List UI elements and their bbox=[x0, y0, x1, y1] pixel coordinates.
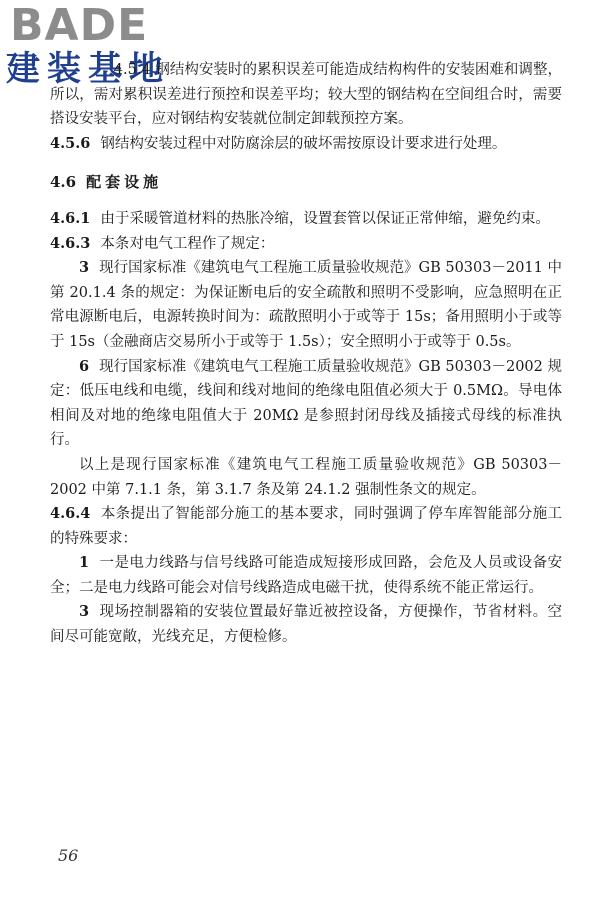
item-text: 现场控制器箱的安装位置最好靠近被控设备，方便操作，节省材料。空间尽可能宽敞，光线充足，方便检修。 bbox=[50, 604, 562, 646]
summary-paragraph bbox=[50, 453, 562, 502]
paragraph-456 bbox=[50, 132, 562, 157]
logo-latin-text: BADE bbox=[10, 0, 149, 51]
item-number: 3 bbox=[79, 603, 90, 621]
page-body bbox=[50, 58, 562, 650]
clause-number: 4.6.1 bbox=[50, 209, 91, 227]
item-number: 3 bbox=[79, 259, 90, 277]
clause-text: 本条对电气工程作了规定： bbox=[100, 235, 275, 252]
item-463-6 bbox=[50, 355, 562, 453]
clause-number: 4.5.6 bbox=[50, 134, 91, 152]
clause-number: 4.6.3 bbox=[50, 234, 91, 252]
item-464-3 bbox=[50, 600, 562, 649]
clause-text: 由于采暖管道材料的热胀冷缩，设置套管以保证正常伸缩，避免约束。 bbox=[100, 210, 550, 227]
paragraph-text: 4.5.4 钢结构安装时的累积误差可能造成结构构件的安装困难和调整，所以，需对累积误差进行预控和误差平均；较大型的钢结构在空间组合时，需要搭设安装平台，应对钢结构安装就位制定卸载预控方案。 bbox=[50, 62, 562, 128]
page-number: 56 bbox=[58, 846, 79, 865]
clause-464 bbox=[50, 502, 562, 551]
item-text: 现行国家标准《建筑电气工程施工质量验收规范》GB 50303－2002 规定：低压电线和电缆，线间和线对地间的绝缘电阻值必须大于 0.5MΩ。导电体相间及对地的绝缘电阻值大于 20MΩ 是参照封闭母线及插接式母线的标准执行。 bbox=[50, 358, 562, 449]
item-464-1 bbox=[50, 551, 562, 600]
paragraph-454 bbox=[50, 58, 562, 132]
item-463-3 bbox=[50, 256, 562, 354]
clause-463 bbox=[50, 232, 562, 257]
section-number: 4.6 bbox=[50, 173, 77, 192]
item-text: 现行国家标准《建筑电气工程施工质量验收规范》GB 50303－2011 中第 20.1.4 条的规定：为保证断电后的安全疏散和照明不受影响，应急照明在正常电源断电后，电源转换时间为：疏散照明小于或等于 15s；备用照明小于或等于 15s（金融商店交易所小于或等于 1.5s）；安全照明小于或等于 0.5s。 bbox=[50, 260, 562, 350]
item-text: 一是电力线路与信号线路可能造成短接形成回路，会危及人员或设备安全；二是电力线路可能会对信号线路造成电磁干扰，使得系统不能正常运行。 bbox=[50, 555, 562, 596]
logo-cjk-text: 建装基地 bbox=[6, 49, 170, 89]
item-number: 1 bbox=[79, 554, 90, 572]
item-number: 6 bbox=[79, 357, 90, 375]
section-heading bbox=[50, 170, 562, 195]
clause-text: 本条提出了智能部分施工的基本要求，同时强调了停车库智能部分施工的特殊要求： bbox=[50, 506, 562, 547]
paragraph-text: 钢结构安装过程中对防腐涂层的破坏需按原设计要求进行处理。 bbox=[100, 135, 507, 152]
clause-number: 4.6.4 bbox=[50, 505, 91, 523]
section-title: 配套设施 bbox=[86, 173, 163, 192]
summary-text: 以上是现行国家标准《建筑电气工程施工质量验收规范》GB 50303－2002 中第 7.1.1 条，第 3.1.7 条及第 24.1.2 强制性条文的规定。 bbox=[50, 456, 562, 498]
clause-461 bbox=[50, 207, 562, 232]
